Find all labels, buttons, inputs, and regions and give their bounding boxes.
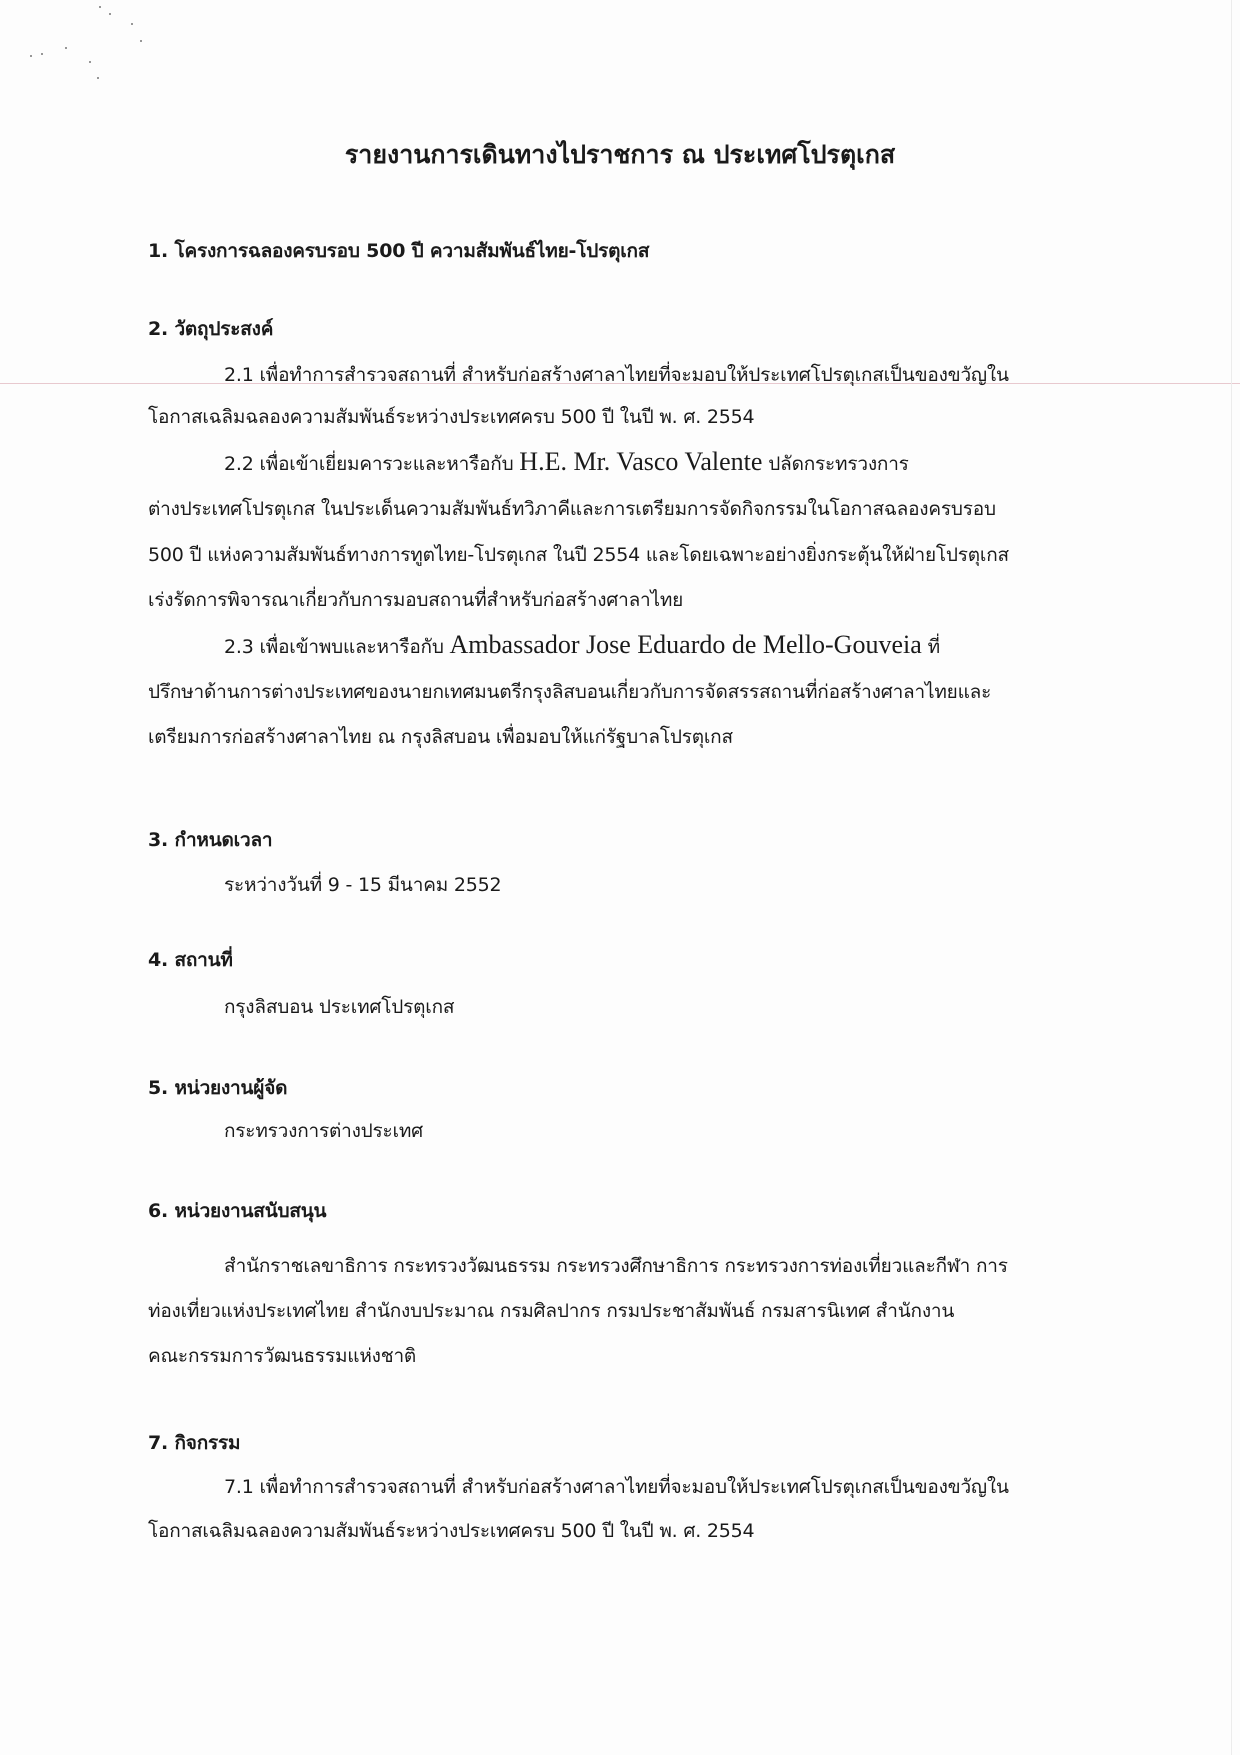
scan-speck	[109, 13, 111, 15]
objective-2-1-line-2: โอกาสเฉลิมฉลองความสัมพันธ์ระหว่างประเทศครบ 500 ปี ในปี พ. ศ. 2554	[148, 406, 755, 428]
person-name-vasco-valente: H.E. Mr. Vasco Valente	[519, 447, 763, 476]
objective-2-3-line-2: ปรึกษาด้านการต่างประเทศของนายกเทศมนตรีกรุงลิสบอนเกี่ยวกับการจัดสรรสถานที่ก่อสร้างศาลาไทยและ	[148, 681, 992, 703]
person-name-mello-gouveia: Ambassador Jose Eduardo de Mello-Gouveia	[449, 630, 922, 659]
scan-speck	[41, 53, 43, 55]
scan-speck	[65, 47, 67, 49]
location-text: กรุงลิสบอน ประเทศโปรตุเกส	[224, 996, 455, 1018]
section-4-heading: 4. สถานที่	[148, 949, 233, 971]
page-edge-shadow	[1231, 0, 1232, 1755]
scan-speck	[99, 6, 101, 8]
objective-2-2-suffix: ปลัดกระทรวงการ	[762, 453, 909, 475]
section-7-heading: 7. กิจกรรม	[148, 1432, 241, 1454]
objective-2-2-prefix: 2.2 เพื่อเข้าเยี่ยมคารวะและหารือกับ	[224, 453, 520, 475]
document-title: รายงานการเดินทางไปราชการ ณ ประเทศโปรตุเกส	[344, 140, 896, 169]
section-6-heading: 6. หน่วยงานสนับสนุน	[148, 1200, 327, 1222]
objective-2-3-line-1	[224, 632, 940, 660]
scan-speck	[131, 23, 133, 25]
activity-7-1-line-1: 7.1 เพื่อทำการสำรวจสถานที่ สำหรับก่อสร้างศาลาไทยที่จะมอบให้ประเทศโปรตุเกสเป็นของขวัญใน	[224, 1476, 1009, 1498]
objective-2-3-line-3: เตรียมการก่อสร้างศาลาไทย ณ กรุงลิสบอน เพื่อมอบให้แก่รัฐบาลโปรตุเกส	[148, 726, 733, 748]
objective-2-3-suffix: ที่	[921, 636, 940, 658]
scan-speck	[97, 77, 99, 79]
section-5-heading: 5. หน่วยงานผู้จัด	[148, 1077, 288, 1099]
organizer-text: กระทรวงการต่างประเทศ	[224, 1120, 424, 1142]
objective-2-1-line-1: 2.1 เพื่อทำการสำรวจสถานที่ สำหรับก่อสร้างศาลาไทยที่จะมอบให้ประเทศโปรตุเกสเป็นของขวัญใน	[224, 364, 1009, 386]
scan-speck	[30, 55, 32, 57]
activity-7-1-line-2: โอกาสเฉลิมฉลองความสัมพันธ์ระหว่างประเทศครบ 500 ปี ในปี พ. ศ. 2554	[148, 1520, 755, 1542]
supporters-line-1: สำนักราชเลขาธิการ กระทรวงวัฒนธรรม กระทรวงศึกษาธิการ กระทรวงการท่องเที่ยวและกีฬา การ	[224, 1255, 1008, 1277]
section-2-heading: 2. วัตถุประสงค์	[148, 318, 274, 340]
section-3-heading: 3. กำหนดเวลา	[148, 829, 273, 851]
scan-speck	[140, 40, 142, 42]
section-1-heading: 1. โครงการฉลองครบรอบ 500 ปี ความสัมพันธ์ไทย-โปรตุเกส	[148, 240, 650, 262]
schedule-text: ระหว่างวันที่ 9 - 15 มีนาคม 2552	[224, 874, 502, 896]
objective-2-2-line-1	[224, 449, 909, 477]
objective-2-2-line-3: 500 ปี แห่งความสัมพันธ์ทางการทูตไทย-โปรตุเกส ในปี 2554 และโดยเฉพาะอย่างยิ่งกระตุ้นให้ฝ่ายโปรตุเกส	[148, 544, 1009, 566]
objective-2-2-line-4: เร่งรัดการพิจารณาเกี่ยวกับการมอบสถานที่สำหรับก่อสร้างศาลาไทย	[148, 589, 684, 611]
objective-2-3-prefix: 2.3 เพื่อเข้าพบและหารือกับ	[224, 636, 450, 658]
supporters-line-2: ท่องเที่ยวแห่งประเทศไทย สำนักงบประมาณ กรมศิลปากร กรมประชาสัมพันธ์ กรมสารนิเทศ สำนักงาน	[148, 1300, 955, 1322]
scan-speck	[89, 61, 91, 63]
supporters-line-3: คณะกรรมการวัฒนธรรมแห่งชาติ	[148, 1345, 417, 1367]
objective-2-2-line-2: ต่างประเทศโปรตุเกส ในประเด็นความสัมพันธ์ทวิภาคีและการเตรียมการจัดกิจกรรมในโอกาสฉลองครบรอบ	[148, 498, 996, 520]
